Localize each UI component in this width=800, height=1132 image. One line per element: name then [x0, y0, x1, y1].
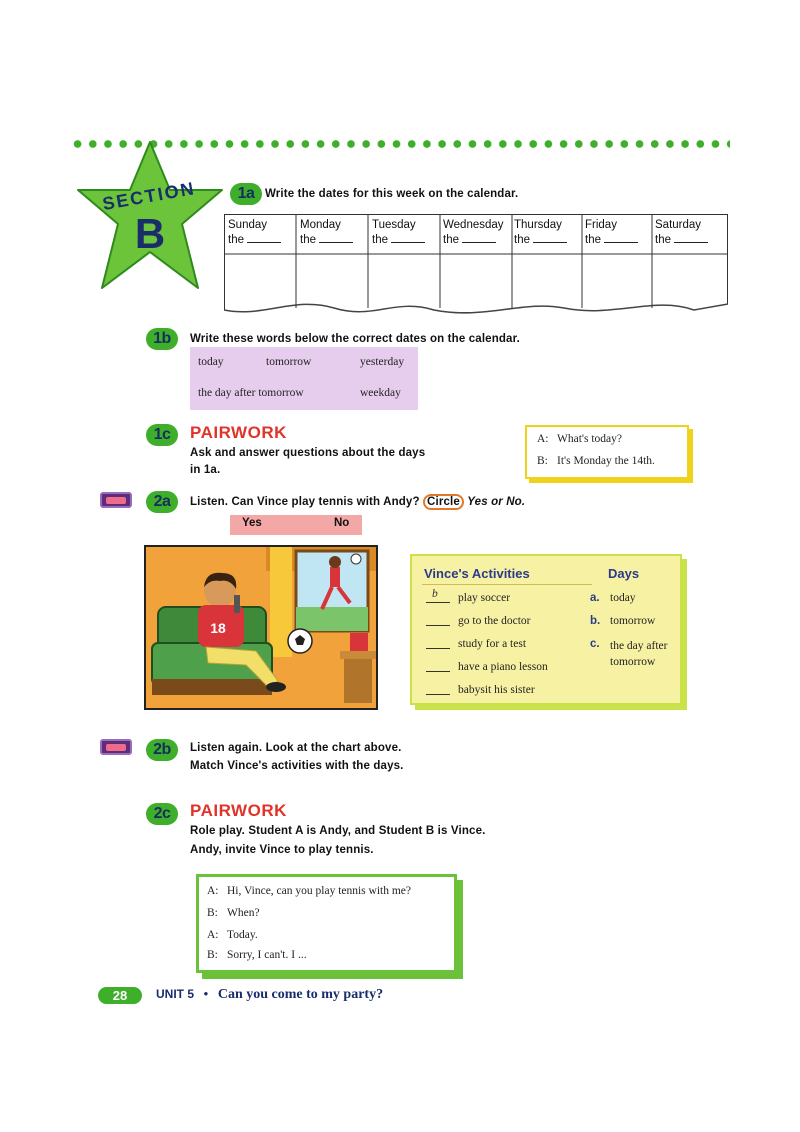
activities-chart — [410, 554, 682, 705]
footer-separator: • — [203, 986, 209, 1001]
activity-item: go to the doctor — [458, 615, 531, 627]
day-letter: b. — [590, 615, 601, 627]
the-label: the — [372, 234, 388, 246]
exercise-1c-instruction-line2: in 1a. — [190, 464, 221, 476]
exercise-2a-instruction: Listen. Can Vince play tennis with Andy? — [190, 496, 420, 508]
jersey-number: 18 — [210, 620, 226, 636]
pairwork-heading: PAIRWORK — [190, 423, 287, 442]
dialogue-speaker: A: — [207, 929, 219, 941]
date-blank[interactable] — [319, 232, 353, 243]
circle-word: Circle — [423, 494, 464, 510]
day-name: Saturday — [655, 219, 702, 231]
exercise-2b-line1: Listen again. Look at the chart above. — [190, 742, 402, 754]
exercise-2b-line2: Match Vince's activities with the days. — [190, 760, 404, 772]
section-star-badge — [70, 138, 230, 298]
word-tomorrow: tomorrow — [266, 356, 312, 368]
the-label: the — [228, 234, 244, 246]
exercise-2c-line2: Andy, invite Vince to play tennis. — [190, 844, 374, 856]
exercise-2c-number: 2c — [146, 803, 178, 825]
days-header: Days — [608, 566, 640, 581]
exercise-1c-number: 1c — [146, 424, 178, 446]
day-name: Monday — [300, 219, 341, 231]
exercise-1b-number: 1b — [146, 328, 178, 350]
unit-footer — [156, 986, 383, 1003]
calendar — [224, 214, 728, 324]
yes-no-options — [230, 515, 362, 535]
activities-header: Vince's Activities — [424, 566, 530, 581]
the-label: the — [655, 234, 671, 246]
exercise-1a-instruction: Write the dates for this week on the calendar. — [265, 188, 519, 200]
calendar-cell-sunday[interactable] — [228, 218, 281, 247]
calendar-cell-monday[interactable] — [300, 218, 353, 247]
calendar-cell-tuesday[interactable] — [372, 218, 425, 247]
unit-label: UNIT 5 — [156, 987, 195, 1001]
section-letter: B — [134, 210, 166, 257]
exercise-2b-number: 2b — [146, 739, 178, 761]
date-blank[interactable] — [604, 232, 638, 243]
word-day-after-tomorrow: the day after tomorrow — [198, 387, 304, 399]
calendar-cell-wednesday[interactable] — [443, 218, 504, 247]
exercise-2a-instruction-line — [190, 494, 525, 511]
answer-blank[interactable] — [426, 659, 450, 672]
exercise-2a-number: 2a — [146, 491, 178, 513]
word-yesterday: yesterday — [360, 356, 405, 368]
the-label: the — [443, 234, 459, 246]
the-label: the — [585, 234, 601, 246]
day-option: the day after tomorrow — [610, 640, 668, 668]
section-word: SECTION — [100, 178, 197, 215]
the-label: the — [300, 234, 316, 246]
date-blank[interactable] — [391, 232, 425, 243]
dialogue-text: What's today? — [557, 433, 622, 445]
dialogue-box-1c — [525, 425, 689, 479]
answer-blank[interactable] — [426, 682, 450, 695]
dialogue-speaker: A: — [207, 885, 219, 897]
dialogue-speaker: B: — [207, 949, 218, 961]
exercise-1c-instruction-line1: Ask and answer questions about the days — [190, 447, 426, 459]
answer-blank[interactable] — [426, 613, 450, 626]
calendar-cell-friday[interactable] — [585, 218, 638, 247]
day-option: tomorrow — [610, 615, 656, 627]
calendar-cell-saturday[interactable] — [655, 218, 708, 247]
dialogue-text: Sorry, I can't. I ... — [227, 949, 307, 961]
date-blank[interactable] — [247, 232, 281, 243]
day-name: Wednesday — [443, 219, 504, 231]
date-blank[interactable] — [533, 232, 567, 243]
the-label: the — [514, 234, 530, 246]
exercise-1b-instruction: Write these words below the correct dates on the calendar. — [190, 333, 520, 345]
activity-item: babysit his sister — [458, 684, 535, 696]
day-name: Tuesday — [372, 219, 416, 231]
unit-title: Can you come to my party? — [217, 987, 384, 1002]
activity-item: study for a test — [458, 638, 527, 650]
dialogue-box-2c — [196, 874, 457, 973]
day-option: today — [610, 592, 636, 604]
exercise-1a-number: 1a — [230, 183, 262, 205]
calendar-cell-thursday[interactable] — [514, 218, 567, 247]
illustration-drawing — [146, 547, 376, 708]
dialogue-text: Today. — [227, 929, 258, 941]
word-bank — [190, 347, 418, 410]
yes-option[interactable]: Yes — [242, 517, 262, 529]
dialogue-text: When? — [227, 907, 260, 919]
dialogue-speaker: B: — [207, 907, 218, 919]
audio-cassette-icon[interactable] — [100, 739, 132, 755]
vince-phone-illustration — [144, 545, 378, 710]
exercise-2c-line1: Role play. Student A is Andy, and Student B is Vince. — [190, 825, 486, 837]
day-letter: a. — [590, 592, 600, 604]
sample-answer: b — [432, 588, 438, 600]
answer-blank[interactable] — [426, 636, 450, 649]
pairwork-heading: PAIRWORK — [190, 801, 287, 820]
header-rule — [422, 584, 592, 585]
day-name: Friday — [585, 219, 617, 231]
date-blank[interactable] — [674, 232, 708, 243]
dialogue-speaker: B: — [537, 455, 548, 467]
audio-cassette-icon[interactable] — [100, 492, 132, 508]
exercise-2a-tail: Yes or No. — [467, 496, 526, 508]
day-name: Thursday — [514, 219, 562, 231]
activity-item: play soccer — [458, 592, 511, 604]
dialogue-text: Hi, Vince, can you play tennis with me? — [227, 885, 412, 897]
dialogue-text: It's Monday the 14th. — [557, 455, 655, 467]
answer-blank[interactable] — [426, 590, 450, 603]
word-today: today — [198, 356, 224, 368]
day-letter: c. — [590, 638, 600, 650]
word-weekday: weekday — [360, 387, 401, 399]
dialogue-speaker: A: — [537, 433, 549, 445]
no-option[interactable]: No — [334, 517, 350, 529]
day-name: Sunday — [228, 219, 268, 231]
activity-item: have a piano lesson — [458, 661, 548, 673]
page-number: 28 — [98, 987, 142, 1004]
date-blank[interactable] — [462, 232, 496, 243]
